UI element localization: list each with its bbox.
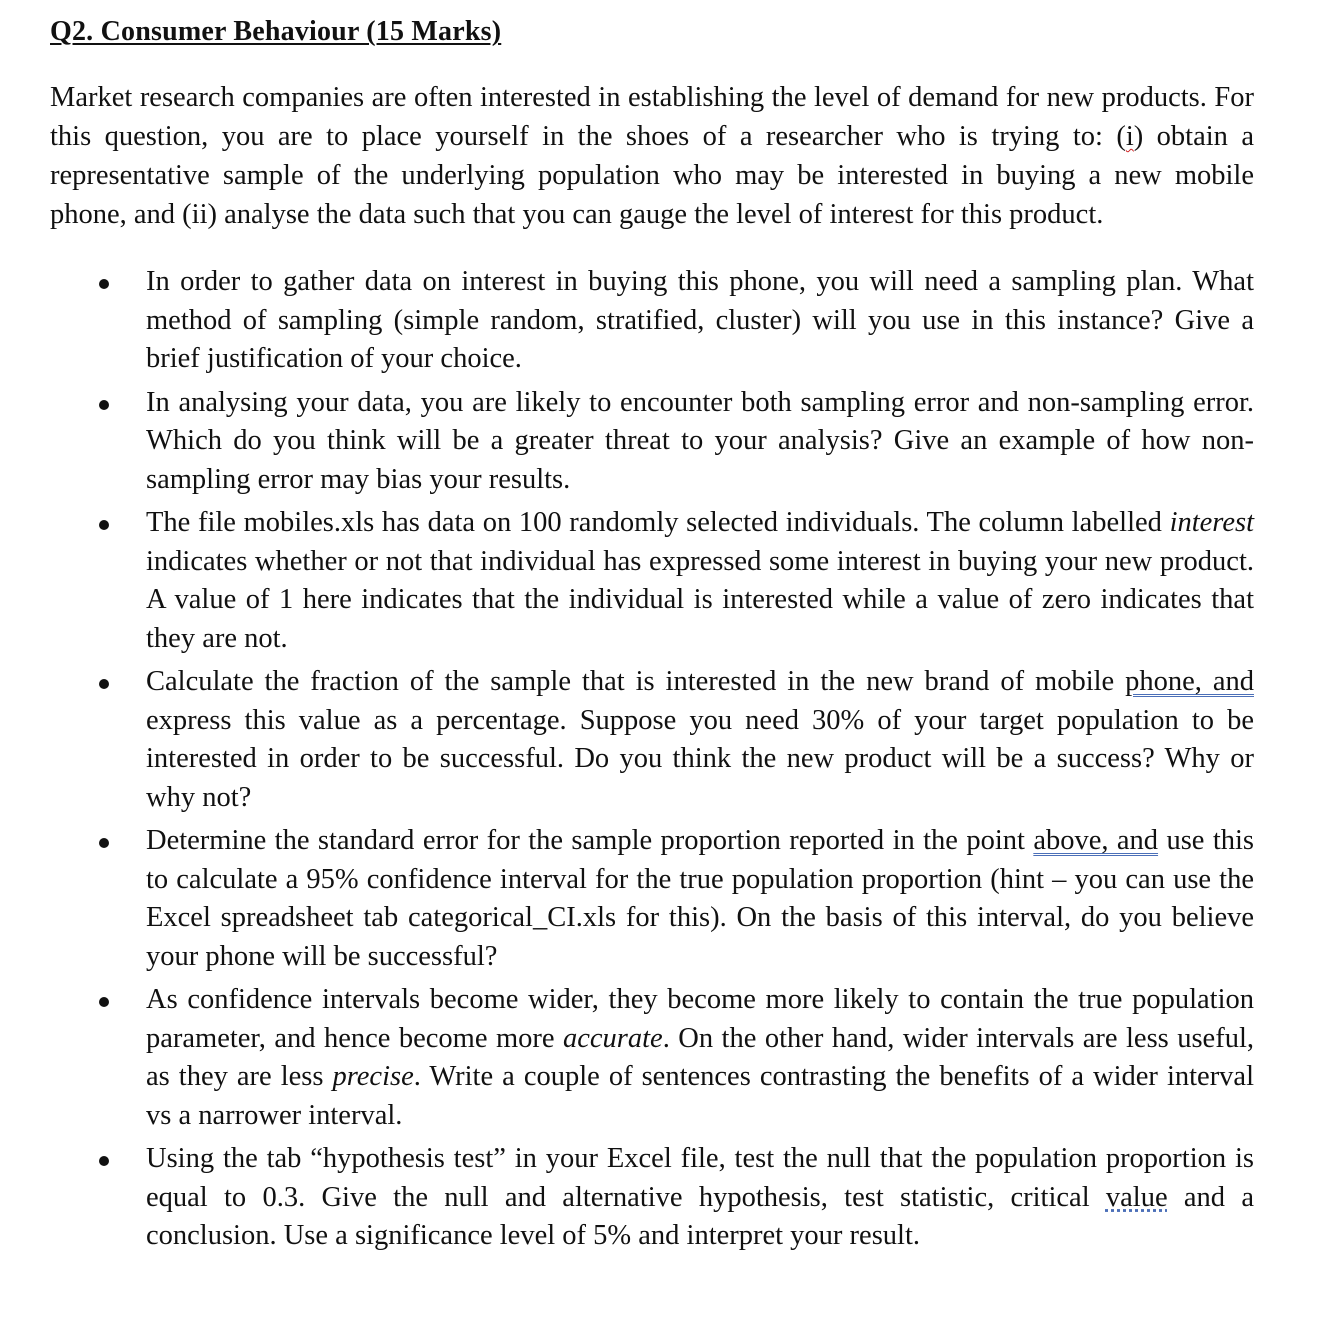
intro-text-end: ) obtain a representative sample of the underlying population who may be interested in buying a new mobile phone, and (ii) analyse the data such that you can gauge the level of interest for this product. <box>50 121 1254 230</box>
grammar-marked-phrase: above, and <box>1033 825 1159 856</box>
bullet-icon <box>99 838 109 848</box>
task-text-middle: . On the other hand, wider intervals are less useful, as they are less <box>146 1022 1254 1092</box>
task-hypothesis-test <box>50 1140 1254 1256</box>
task-text-start: Using the tab “hypothesis test” in your Excel file, test the null that the population proportion is equal to 0.3. Give the null and alternative hypothesis, test statistic, critical <box>146 1143 1254 1213</box>
task-text-end: and a conclusion. Use a significance level of 5% and interpret your result. <box>146 1181 1254 1251</box>
document-page <box>50 12 1254 1261</box>
task-text: In analysing your data, you are likely to encounter both sampling error and non-sampling error. Which do you think will be a greater threat to your analysis? Give an example of how non-sampling error may bias your results. <box>146 386 1254 495</box>
task-fraction <box>50 663 1254 817</box>
task-text-start: The file mobiles.xls has data on 100 randomly selected individuals. The column labelled <box>146 507 1170 538</box>
grammar-marked-phrase: phone, and <box>1125 666 1254 697</box>
bullet-icon <box>99 1156 109 1166</box>
task-data-file <box>50 504 1254 658</box>
bullet-icon <box>99 400 109 410</box>
task-interval-width <box>50 981 1254 1135</box>
task-text: In order to gather data on interest in buying this phone, you will need a sampling plan. What method of sampling (simple random, stratified, cluster) will you use in this instance? Give a brief justification of your choice. <box>146 266 1254 374</box>
question-heading: Q2. Consumer Behaviour (15 Marks) <box>50 16 502 47</box>
bullet-icon <box>99 997 109 1007</box>
task-text-start: Calculate the fraction of the sample that is interested in the new brand of mobile <box>146 666 1126 697</box>
task-text-end: indicates whether or not that individual has expressed some interest in buying your new product. A value of 1 here indicates that the individual is interested while a value of zero indicates that they are not. <box>146 545 1254 654</box>
bullet-icon <box>99 679 109 689</box>
task-standard-error <box>50 822 1254 976</box>
task-text-end: use this to calculate a 95% confidence interval for the true population proportion (hint – you can use the Excel spreadsheet tab categorical_CI.xls for this). On the basis of this interval, do you believe your phone will be successful? <box>146 825 1254 972</box>
spellcheck-marked-i: i <box>1125 121 1134 152</box>
intro-paragraph <box>50 78 1254 234</box>
bullet-icon <box>99 279 109 289</box>
italic-term-accurate: accurate <box>562 1022 663 1054</box>
intro-text-start: Market research companies are often interested in establishing the level of demand for new products. For this question, you are to place yourself in the shoes of a researcher who is trying to: ( <box>50 82 1254 152</box>
bullet-icon <box>99 520 109 530</box>
task-text-end: . Write a couple of sentences contrasting the benefits of a wider interval vs a narrower interval. <box>146 1061 1254 1131</box>
italic-term-interest: interest <box>1169 507 1254 538</box>
task-text-start: As confidence intervals become wider, they become more likely to contain the true population parameter, and hence become more <box>146 984 1254 1054</box>
italic-term-precise: precise <box>332 1061 414 1092</box>
task-sampling-error <box>50 384 1254 500</box>
task-text-start: Determine the standard error for the sample proportion reported in the point <box>146 825 1034 856</box>
task-sampling-plan <box>50 263 1254 379</box>
grammar-marked-word: value <box>1105 1181 1168 1213</box>
task-list <box>50 263 1254 1256</box>
task-text-end: express this value as a percentage. Suppose you need 30% of your target population to be interested in order to be successful. Do you think the new product will be a success? Why or why not? <box>146 704 1254 813</box>
